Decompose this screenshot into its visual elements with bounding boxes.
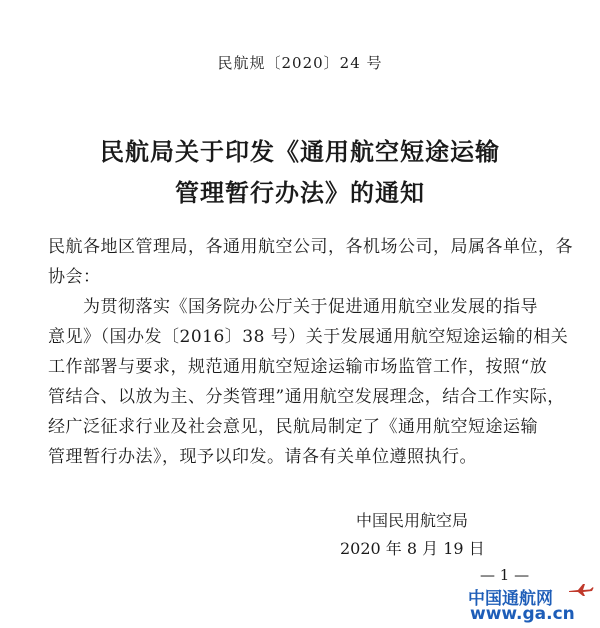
body-line: 工作部署与要求，规范通用航空短途运输市场监管工作，按照“放: [48, 357, 548, 377]
signature-date: 2020 年 8 月 19 日: [340, 539, 485, 558]
watermark-logo: [468, 584, 596, 624]
signature-organization: 中国民用航空局: [356, 511, 469, 530]
document-title-line-2: 管理暂行办法》的通知: [175, 179, 425, 207]
body-line: 民航各地区管理局，各通用航空公司，各机场公司，局属各单位，各: [48, 237, 573, 257]
body-line: 意见》（国办发〔2016〕38 号）关于发展通用航空短途运输的相关: [48, 327, 569, 347]
body-line: 管理暂行办法》，现予以印发。请各有关单位遵照执行。: [48, 447, 477, 467]
watermark-name: 中国通航网: [468, 589, 553, 609]
page-number: — 1 —: [480, 566, 530, 584]
document-number: 民航规〔2020〕24 号: [217, 54, 383, 72]
body-line: 经广泛征求行业及社会意见，民航局制定了《通用航空短途运输: [48, 417, 538, 437]
document-title-line-1: 民航局关于印发《通用航空短途运输: [100, 138, 500, 166]
body-line: 协会：: [48, 267, 101, 287]
body-line: 为贯彻落实《国务院办公厅关于促进通用航空业发展的指导: [48, 297, 538, 317]
body-line: 管结合、以放为主、分类管理”通用航空发展理念，结合工作实际，: [48, 387, 565, 407]
watermark-url: www.ga.cn: [470, 604, 575, 624]
airplane-icon: [568, 582, 594, 598]
